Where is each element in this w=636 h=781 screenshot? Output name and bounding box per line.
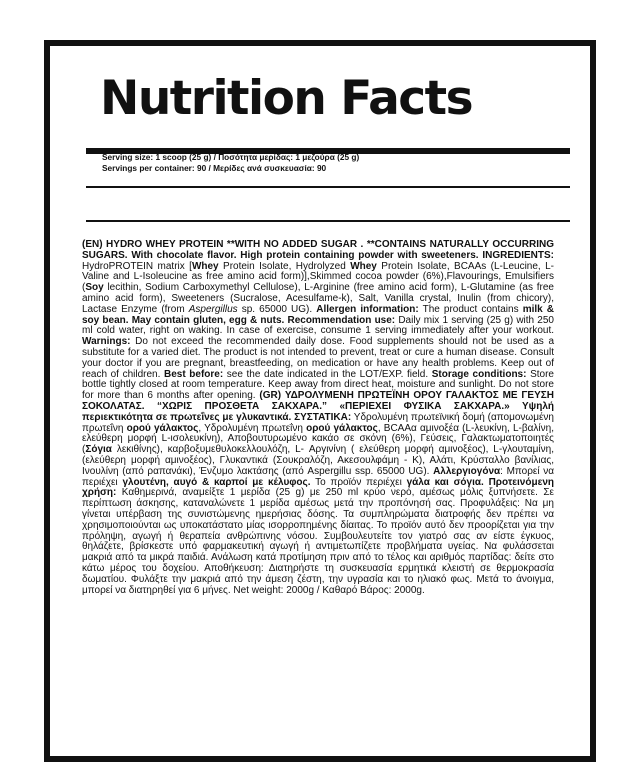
text-run: Protein Isolate, BCAAs (L-Leucine, L-Valine and L-Isoleucine as free amino acid form)],Skimmed cocoa powder (6%),Flavourings, Emulsifiers (: [82, 260, 554, 294]
text-run: Το προϊόν περιέχει: [310, 476, 407, 488]
serving-size: Serving size: 1 scoop (25 g) / Ποσότητα μερίδας: 1 μεζούρα (25 g): [102, 152, 360, 162]
text-run: , Υδρολυμένη πρωτεΐνη: [198, 422, 307, 434]
servings-per-container: Servings per container: 90 / Μερίδες ανά συσκευασία: 90: [102, 162, 327, 173]
text-run: sp. 65000 UG).: [237, 303, 317, 315]
text-run-bold: Storage conditions:: [431, 368, 527, 380]
text-run: Υδρολυμένη πρωτεϊνική δομή (απομονωμένη πρωτεΐνη: [82, 411, 554, 434]
text-run-bold: (EN) HYDRO WHEY PROTEIN **WITH NO ADDED SUGAR . **CONTAINS NATURALLY OCCURRING SUGARS. With chocolate flavor. High protein containing powder with sweeteners. INGREDIENTS:: [82, 239, 554, 261]
text-run: see the date indicated in the LOT/EXP. field.: [223, 368, 432, 380]
text-run-bold: γάλα και σόγια. Προτεινόμενη χρήση:: [82, 476, 555, 499]
text-run-bold: Whey: [350, 260, 377, 272]
text-run: The product contains: [418, 303, 523, 315]
text-run-bold: Σόγια: [85, 444, 112, 456]
text-run-bold: milk & soy bean. May contain gluten, egg & nuts. Recommendation use:: [82, 303, 555, 326]
text-run: Store bottle tightly closed at room temperature. Keep away from direct heat, moisture and sunlight. Do not store for more than 6 months after opening.: [82, 368, 554, 402]
text-run-bold: Whey: [191, 260, 219, 272]
text-run: lecithin, Sodium Carboxymethyl Cellulose), L-Arginine (free amino acid form), L-Glutamine (as free amino acid form), Sweeteners (Sucralose, Acesulfame-k), Salt, Vanilla crystal, Inulin (from chicory), Lactase Enzyme (from: [82, 282, 554, 315]
thin-divider: [86, 220, 570, 222]
nutrition-label-panel: [44, 40, 596, 762]
text-run-bold: γλουτένη, αυγό & καρποί με κέλυφος.: [122, 476, 311, 488]
text-run-bold: Best before:: [163, 368, 224, 380]
text-run: Protein Isolate, Hydrolyzed: [218, 260, 351, 272]
text-run: , BCAAα αμινοξέα (L-λευκίνη, L-βαλίνη, ελεύθερη μορφή L-ισολευκίνη), Αποβουτυρωμένο κακάο σε σκόνη (6%), Γεύσεις, Γαλακτωματοποιητές (: [82, 422, 554, 456]
thin-divider: [86, 186, 570, 188]
text-run: HydroPROTEIN matrix [: [82, 260, 192, 272]
ingredients-text: [82, 240, 554, 596]
text-run-bold: Warnings:: [82, 336, 131, 348]
text-run-bold: ορού γάλακτος: [306, 422, 378, 434]
text-run: Do not exceed the recommended daily dose. Food supplements should not be used as a substitute for a varied diet. The product is not intended to prevent, treat or cure a human disease. Consult your doctor if you are pregnant, breastfeeding, on medication or have any health problems. Keep out of reach of children.: [82, 336, 554, 380]
text-run: Aspergillus: [188, 303, 238, 315]
text-run-bold: ορού γάλακτος: [126, 422, 199, 434]
text-run-bold: (GR) ΥΔΡΟΛΥΜΕΝΗ ΠΡΩΤΕΪΝΗ ΟΡΟΥ ΓΑΛΑΚΤΟΣ ΜΕ ΓΕΥΣΗ ΣΟΚΟΛΑΤΑΣ. “ΧΩΡΙΣ ΠΡΟΣΘΕΤΑ ΣΑΚΧΑΡΑ.” «ΠΕΡΙΕΧΕΙ ΦΥΣΙΚΑ ΣΑΚΧΑΡΑ.» Υψηλή περιεκτικότητα σε πρωτεΐνες με γλυκαντικά. ΣΥΣΤΑΤΙΚΑ:: [82, 390, 554, 423]
text-run: Daily mix 1 serving (25 g) with 250 ml cold water, right on waking. In case of exercise, consume 1 serving immediately after your workout.: [82, 314, 554, 337]
text-run: : Μπορεί να περιέχει: [82, 465, 554, 488]
label-title: Nutrition Facts: [100, 71, 473, 126]
text-run: λεκιθίνης), καρβοξυμεθυλοκελλουλόζη, L- Αργινίνη ( ελεύθερη μορφή αμινοξέος), L-γλουταμίνη, (ελεύθερη μορφή αμινοξέος), Γλυκαντικά (Σουκραλόζη, Ακεσουλφάμη - K), Αλάτι, Κρύσταλλο βανίλιας, Ινουλίνη (από ραπανάκι), Ένζυμο λακτάσης (από Aspergillu ssp. 65000 UG).: [82, 444, 554, 477]
text-run-bold: Αλλεργιογόνα: [433, 465, 501, 477]
text-run: Καθημερινά, αναμείξτε 1 μερίδα (25 g) με 250 ml κρύο νερό, αμέσως μόλις ξυπνήσετε. Σε περίπτωση άσκησης, καταναλώνετε 1 μερίδα αμέσως μετά την προπόνησή σας. Προφυλάξεις: Να μη γίνεται υπέρβαση της συνιστώμενης ημερήσιας δόσης. Τα συμπληρώματα διατροφής δεν πρέπει να χρησιμοποιούνται ως υποκατάστατο μίας ισορροπημένης δίαιτας. Το προϊόν αυτό δεν προορίζεται για την πρόληψη, αγωγή ή θεραπεία ανθρώπινης νόσου. Συμβουλευτείτε τον γιατρό σας αν είστε έγκυος, θηλάζετε, βρίσκεστε υπό φαρμακευτική αγωγή ή αντιμετωπίζετε προβλήματα υγείας. Να φυλάσσεται μακριά από τα μικρά παιδιά. Ανάλωση κατά προτίμηση πριν από το τέλος και αριθμός παρτίδας: δείτε στο κάτω μέρος του δοχείου. Αποθήκευση: Διατηρήστε τη συσκευασία ερμητικά κλειστή σε θερμοκρασία δωματίου. Φυλάξτε την μακριά από την άμεση ζέστη, την υγρασία και το ηλιακό φως. Μετά το άνοιγμα, μπορεί να διατηρηθεί για 6 μήνες. Net weight: 2000g / Καθαρό Βάρος: 2000g.: [82, 487, 554, 596]
text-run-bold: Soy: [85, 282, 104, 294]
text-run-bold: Allergen information:: [316, 303, 419, 315]
serving-info: [102, 152, 562, 173]
